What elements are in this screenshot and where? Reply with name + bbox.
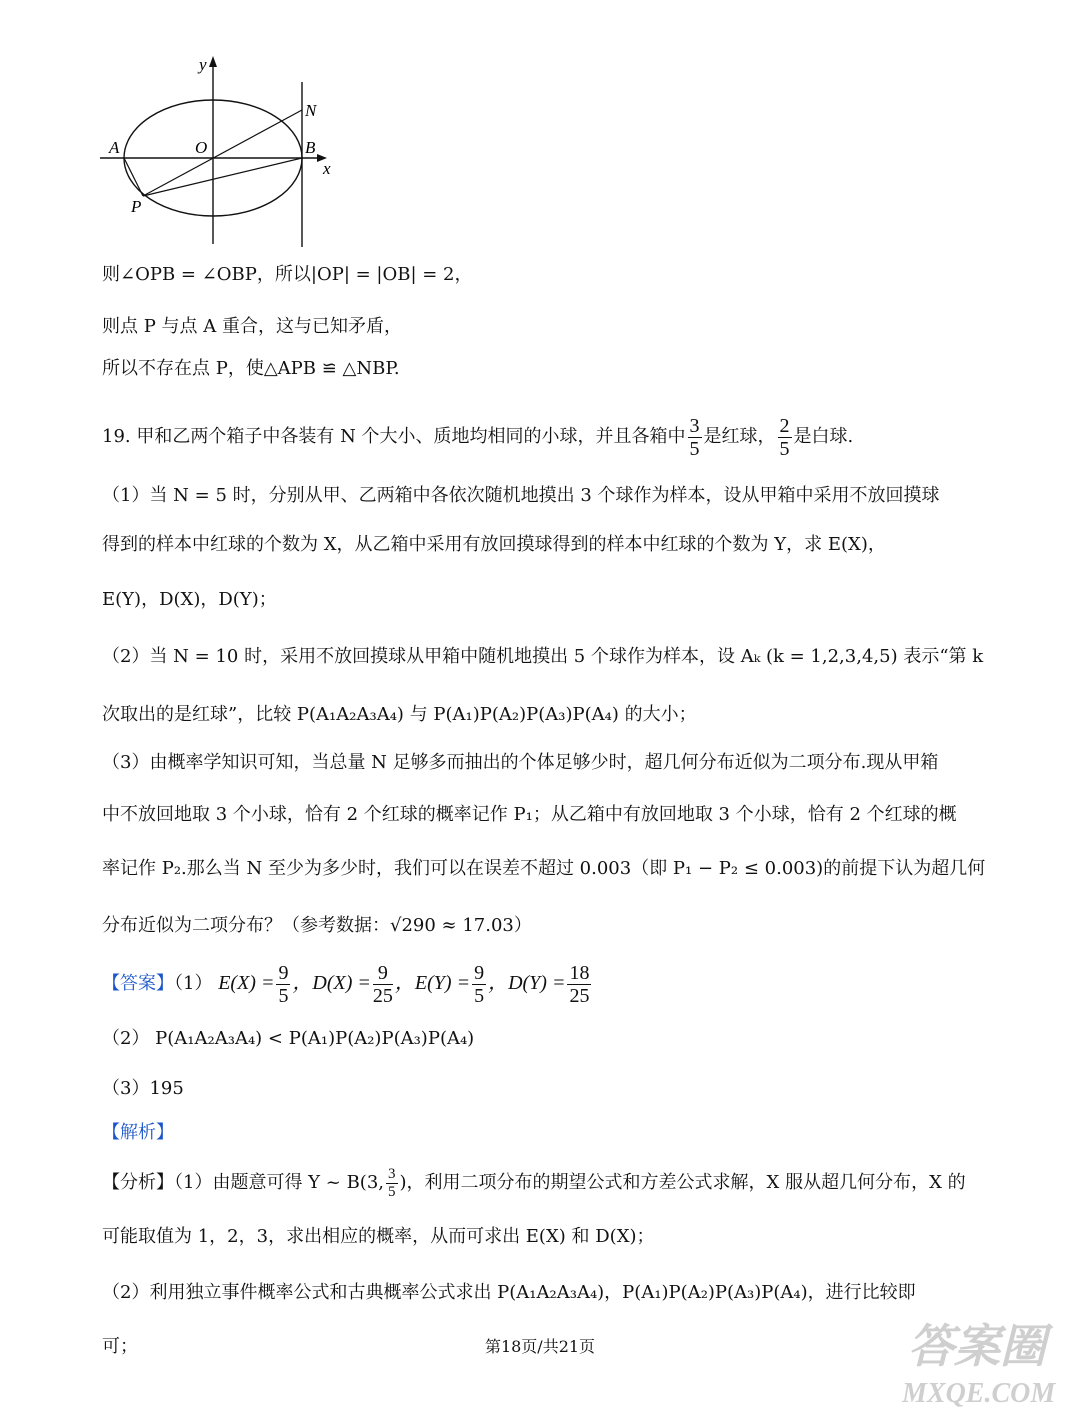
q19-part3-c: 率记作 P₂.那么当 N 至少为多少时，我们可以在误差不超过 0.003（即 P₁ − P₂ ≤ 0.003)的前提下认为超几何 <box>102 858 986 879</box>
q19-part2-a: （2）当 N = 10 时，采用不放回摸球从甲箱中随机地摸出 5 个球作为样本，设 Aₖ (k = 1,2,3,4,5) 表示“第 k <box>102 646 984 667</box>
analysis-tag: 【解析】 <box>102 1122 174 1143</box>
watermark-text-en: MXQE.COM <box>902 1378 1056 1409</box>
fraction-ey <box>472 962 486 1007</box>
analysis-subtag: 【分析】 <box>102 1172 174 1193</box>
label-n: N <box>305 101 317 120</box>
fraction-two-fifths <box>778 415 792 460</box>
label-b: B <box>305 138 316 157</box>
answer-ex: E(X) = <box>218 972 275 994</box>
proof-line-1: 则∠OPB = ∠OBP，所以|OP| = |OB| = 2， <box>102 264 473 285</box>
frac-den: 25 <box>569 984 590 1007</box>
fraction-three-fifths <box>688 415 702 460</box>
frac-den: 5 <box>779 437 790 460</box>
fraction-dy <box>567 962 591 1007</box>
q19-intro-text-b: 是红球， <box>703 426 776 447</box>
label-o: O <box>195 138 208 157</box>
frac-den: 25 <box>372 984 393 1007</box>
label-p: P <box>131 197 142 216</box>
frac-num: 3 <box>388 1165 396 1182</box>
frac-den: 5 <box>689 437 700 460</box>
fraction-analysis <box>386 1166 398 1201</box>
analysis-line-2: 可能取值为 1，2，3，求出相应的概率，从而可求出 E(X) 和 D(X)； <box>102 1226 655 1247</box>
frac-den: 5 <box>278 984 289 1007</box>
ellipse-figure <box>95 52 355 252</box>
answer-line-3: （3）195 <box>102 1078 184 1099</box>
q19-part1-c: E(Y)，D(X)，D(Y)； <box>102 589 277 610</box>
q19-part2-b: 次取出的是红球”，比较 P(A₁A₂A₃A₄) 与 P(A₁)P(A₂)P(A₃)P(A₄) 的大小； <box>102 704 697 725</box>
answer-line-1 <box>102 956 593 1011</box>
answer-dy: ，D(Y) = <box>488 972 566 994</box>
frac-num: 9 <box>373 962 393 985</box>
answer-tag: 【答案】 <box>102 973 174 994</box>
watermark-logo <box>880 1302 1080 1412</box>
q19-part3-a: （3）由概率学知识可知，当总量 N 足够多而抽出的个体足够少时，超几何分布近似为二项分布.现从甲箱 <box>102 752 939 773</box>
frac-num: 3 <box>689 414 700 437</box>
frac-num: 18 <box>569 961 590 984</box>
answer-ey: ，E(Y) = <box>394 972 471 994</box>
answer-dx: ，D(X) = <box>292 972 371 994</box>
fraction-dx <box>373 962 393 1007</box>
label-a: A <box>109 138 120 157</box>
answer-prefix: （1） <box>174 973 213 994</box>
frac-num: 9 <box>278 961 289 984</box>
answer-line-2: （2） P(A₁A₂A₃A₄) < P(A₁)P(A₂)P(A₃)P(A₄) <box>102 1028 475 1049</box>
analysis-line-3: （2）利用独立事件概率公式和古典概率公式求出 P(A₁A₂A₃A₄)，P(A₁)P(A₂)P(A₃)P(A₄)，进行比较即 <box>102 1282 916 1303</box>
analysis-text-a: （1）由题意可得 Y ~ B(3, <box>174 1172 385 1193</box>
q19-intro-text: 19. 甲和乙两个箱子中各装有 N 个大小、质地均相同的小球，并且各箱中 <box>102 426 686 447</box>
frac-den: 5 <box>388 1183 396 1200</box>
frac-den: 5 <box>474 984 485 1007</box>
frac-num: 9 <box>474 961 485 984</box>
page-footer: 第18页/共21页 <box>484 1337 596 1356</box>
label-y: y <box>199 55 207 74</box>
label-x: x <box>323 159 331 178</box>
q19-part1-b: 得到的样本中红球的个数为 X，从乙箱中采用有放回摸球得到的样本中红球的个数为 Y，求 E(X)， <box>102 534 886 555</box>
analysis-line-4: 可； <box>102 1336 138 1357</box>
analysis-text-b: )，利用二项分布的期望公式和方差公式求解，X 服从超几何分布，X 的 <box>399 1172 966 1193</box>
proof-line-3: 所以不存在点 P，使△APB ≌ △NBP. <box>102 358 400 379</box>
q19-part3-d: 分布近似为二项分布？（参考数据：√290 ≈ 17.03） <box>102 915 532 936</box>
frac-num: 2 <box>779 414 790 437</box>
q19-part1-a: （1）当 N = 5 时，分别从甲、乙两箱中各依次随机地摸出 3 个球作为样本，设从甲箱中采用不放回摸球 <box>102 485 940 506</box>
q19-intro <box>102 412 853 462</box>
fraction-ex <box>276 962 290 1007</box>
q19-part3-b: 中不放回地取 3 个小球，恰有 2 个红球的概率记作 P₁；从乙箱中有放回地取 3 个小球，恰有 2 个红球的概 <box>102 804 957 825</box>
watermark-text-cn: 答案圈 <box>908 1321 1046 1372</box>
q19-intro-text-c: 是白球. <box>793 426 854 447</box>
proof-line-2: 则点 P 与点 A 重合，这与已知矛盾， <box>102 316 402 337</box>
analysis-line-1 <box>102 1158 966 1208</box>
